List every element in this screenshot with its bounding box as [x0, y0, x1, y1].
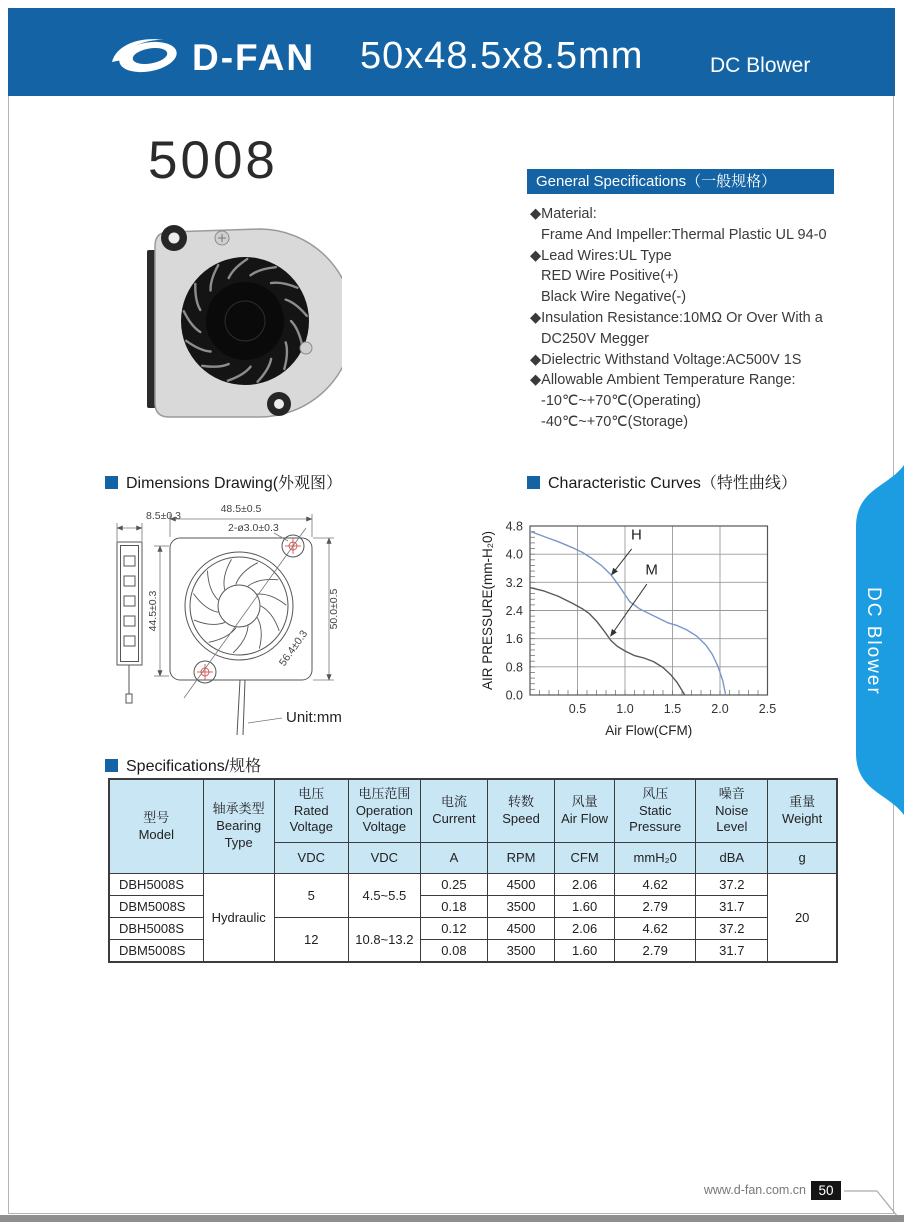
unit-g: g	[768, 843, 837, 874]
photo-ear-bottom-hole	[274, 399, 284, 409]
cell-pressure: 4.62	[615, 918, 696, 940]
cell-noise: 31.7	[696, 896, 768, 918]
cell-pressure: 2.79	[615, 896, 696, 918]
dimensions-section-title: Dimensions Drawing(外观图）	[105, 470, 342, 493]
x-axis-label: Air Flow(CFM)	[605, 723, 693, 738]
side-tab-label: DC Blower	[863, 586, 884, 696]
dc-blower-side-tab	[848, 465, 904, 817]
col-airflow: 风量 Air Flow	[555, 779, 615, 843]
unit-vdc: VDC	[274, 843, 348, 874]
spec-item: Frame And Impeller:Thermal Plastic UL 94-0	[541, 226, 827, 243]
col-model: 型号 Model	[109, 779, 203, 874]
impeller-blade	[194, 594, 218, 613]
impeller-blade	[258, 618, 262, 648]
x-tick-label: 2.5	[758, 702, 777, 716]
unit-rpm: RPM	[487, 843, 554, 874]
photo-hub	[206, 282, 284, 360]
cell-airflow: 2.06	[555, 918, 615, 940]
characteristic-curves-chart	[480, 505, 800, 743]
dim-front-width: 48.5±0.5	[220, 503, 262, 515]
spec-item: ◆Insulation Resistance:10MΩ Or Over With a	[530, 309, 823, 326]
specifications-table	[108, 778, 838, 963]
col-operation-voltage: 电压范围 Operation Voltage	[348, 779, 420, 843]
footer-website: www.d-fan.com.cn	[703, 1183, 806, 1197]
cell-noise: 31.7	[696, 940, 768, 963]
curve-M	[530, 588, 685, 695]
impeller-blade	[248, 579, 278, 586]
cell-operation-voltage: 4.5~5.5	[348, 874, 420, 918]
cell-noise: 37.2	[696, 874, 768, 896]
cell-bearing-type: Hydraulic	[203, 874, 274, 963]
spec-item: DC250V Megger	[541, 330, 649, 347]
dim-body-height: 44.5±0.3	[147, 590, 159, 632]
impeller-blade	[224, 560, 231, 590]
unit-leader-line	[248, 718, 282, 723]
cell-rated-voltage: 5	[274, 874, 348, 918]
x-tick-label: 2.0	[711, 702, 729, 716]
cell-current: 0.18	[420, 896, 487, 918]
header-bar	[8, 8, 895, 96]
dfan-logo-icon	[108, 32, 188, 80]
cell-weight: 20	[768, 874, 837, 963]
y-tick-label: 0.8	[505, 660, 523, 675]
curve-H	[530, 531, 726, 695]
page-number-badge: 50	[811, 1181, 841, 1200]
cell-current: 0.08	[420, 940, 487, 963]
spec-item: ◆Lead Wires:UL Type	[530, 247, 672, 264]
model-number: 5008	[148, 131, 278, 190]
cell-pressure: 4.62	[615, 874, 696, 896]
table-row	[109, 874, 837, 896]
unit-dba: dBA	[696, 843, 768, 874]
product-photo	[112, 198, 342, 438]
table-header-row	[109, 779, 837, 843]
cell-model: DBM5008S	[109, 896, 203, 918]
spec-item: ◆Allowable Ambient Temperature Range:	[530, 372, 796, 389]
annotation-label: M	[645, 561, 658, 579]
side-width-dim	[117, 523, 142, 541]
cell-airflow: 2.06	[555, 874, 615, 896]
spec-item: RED Wire Positive(+)	[541, 268, 679, 285]
front-view-impeller-blades	[194, 560, 286, 653]
cell-airflow: 1.60	[555, 896, 615, 918]
cell-speed: 3500	[487, 940, 554, 963]
spec-item: ◆Dielectric Withstand Voltage:AC500V 1S	[530, 351, 802, 368]
dim-holes: 2-ø3.0±0.3	[228, 522, 279, 534]
unit-label: Unit:mm	[286, 709, 342, 726]
unit-mmh2o: mmH₂0	[615, 843, 696, 874]
cell-current: 0.25	[420, 874, 487, 896]
x-tick-label: 1.0	[616, 702, 634, 716]
product-type: DC Blower	[710, 54, 811, 77]
y-tick-label: 4.0	[505, 547, 523, 562]
cell-pressure: 2.79	[615, 940, 696, 963]
section-bullet-icon	[105, 476, 118, 489]
impeller-blade	[258, 594, 287, 605]
curves-section-title: Characteristic Curves（特性曲线）	[527, 470, 797, 493]
unit-a: A	[420, 843, 487, 874]
cell-noise: 37.2	[696, 918, 768, 940]
section-bullet-icon	[105, 759, 118, 772]
side-view	[117, 542, 142, 703]
general-specs-list	[530, 204, 860, 433]
cell-operation-voltage: 10.8~13.2	[348, 918, 420, 963]
impeller-blade	[208, 571, 218, 600]
x-tick-label: 1.5	[663, 702, 682, 716]
impeller-blade	[233, 626, 248, 653]
col-current: 电流 Current	[420, 779, 487, 843]
annotation-arrow	[612, 549, 632, 575]
annotation-label: H	[630, 526, 642, 544]
col-weight: 重量 Weight	[768, 779, 837, 843]
cell-rated-voltage: 12	[274, 918, 348, 963]
cell-model: DBM5008S	[109, 940, 203, 963]
impeller-blade	[236, 563, 258, 584]
cell-speed: 3500	[487, 896, 554, 918]
y-tick-label: 3.2	[505, 575, 523, 590]
specifications-section-title: Specifications/规格	[105, 753, 261, 776]
photo-screw-right	[300, 342, 312, 354]
cell-model: DBH5008S	[109, 918, 203, 940]
front-view	[170, 535, 312, 735]
y-tick-label: 4.8	[505, 519, 523, 534]
dim-hole-diagonal: 56.4±0.3	[276, 628, 311, 669]
section-bullet-icon	[527, 476, 540, 489]
spec-item: -10℃~+70℃(Operating)	[541, 393, 701, 410]
col-rated-voltage: 电压 Rated Voltage	[274, 779, 348, 843]
y-axis-label: AIR PRESSURE(mm-H₂0)	[480, 530, 495, 691]
general-specs-header: General Specifications（一般规格）	[527, 169, 834, 194]
impeller-blade	[261, 606, 279, 631]
impeller-blade	[194, 620, 224, 624]
page-bottom-edge	[0, 1215, 904, 1222]
y-tick-label: 1.6	[505, 632, 523, 647]
y-tick-label: 2.4	[505, 604, 523, 618]
photo-ear-top-hole	[169, 233, 180, 244]
y-tick-label: 0.0	[505, 688, 523, 703]
col-pressure: 风压 Static Pressure	[615, 779, 696, 843]
cell-speed: 4500	[487, 874, 554, 896]
brand-name: D-FAN	[192, 37, 316, 78]
cell-model: DBH5008S	[109, 874, 203, 896]
unit-vdc: VDC	[348, 843, 420, 874]
cell-current: 0.12	[420, 918, 487, 940]
impeller-blade	[209, 628, 236, 642]
col-bearing: 轴承类型 Bearing Type	[203, 779, 274, 874]
x-tick-label: 0.5	[568, 702, 587, 716]
dim-side-width: 8.5±0.3	[146, 510, 181, 522]
cell-speed: 4500	[487, 918, 554, 940]
dim-outer-height: 50.0±0.5	[328, 588, 340, 630]
col-noise: 噪音 Noise Level	[696, 779, 768, 843]
product-size-title: 50x48.5x8.5mm	[360, 35, 644, 77]
dimensions-drawing	[100, 498, 480, 748]
cell-airflow: 1.60	[555, 940, 615, 963]
unit-cfm: CFM	[555, 843, 615, 874]
spec-item: Black Wire Negative(-)	[541, 289, 687, 306]
spec-item: ◆Material:	[530, 206, 597, 222]
spec-item: -40℃~+70℃(Storage)	[541, 413, 689, 430]
col-speed: 转数 Speed	[487, 779, 554, 843]
